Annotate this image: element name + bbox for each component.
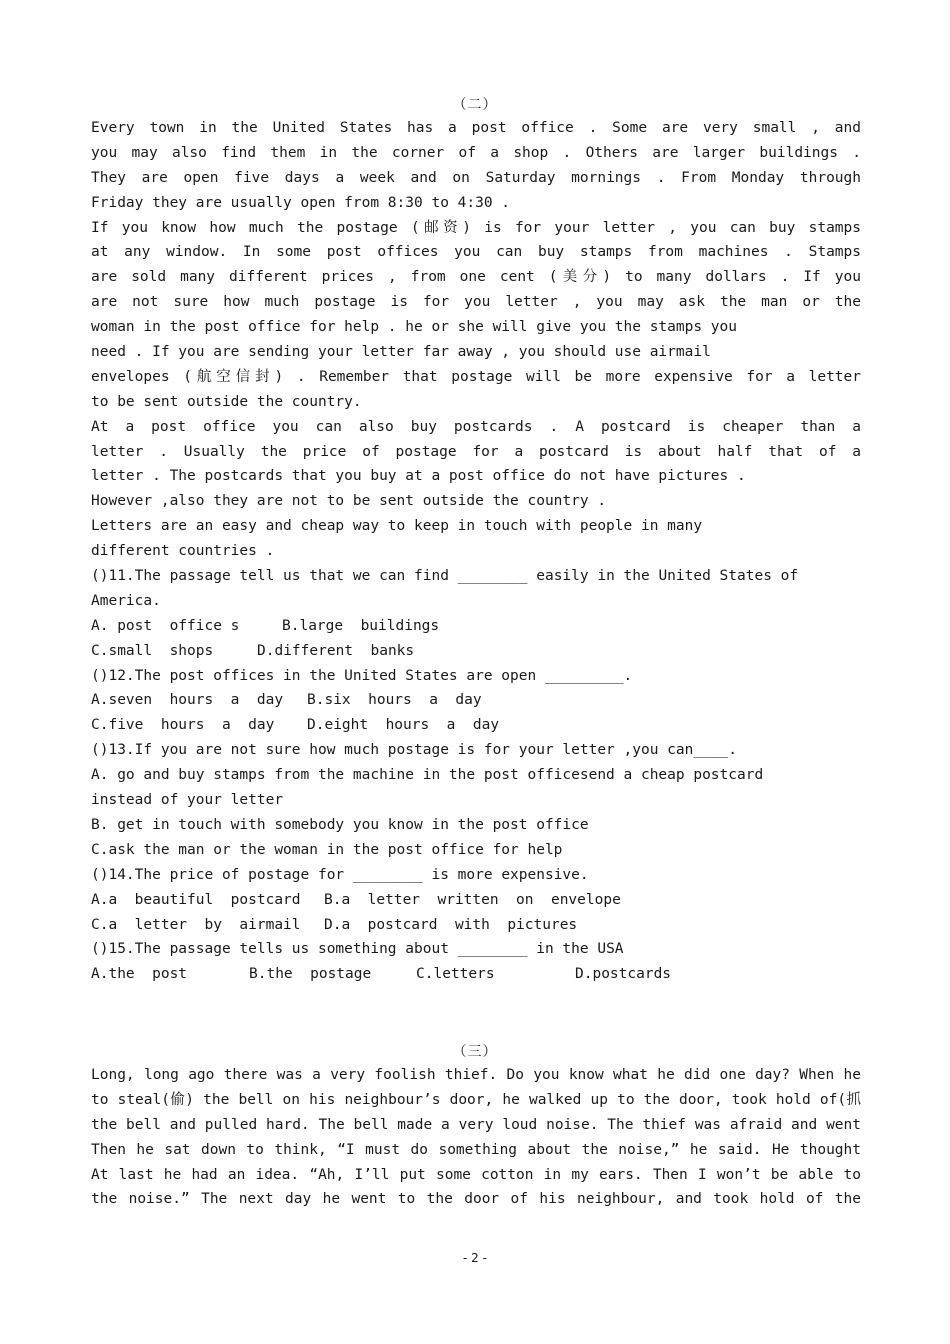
passage-line: the noise.” The next day he went to the door of his neighbour, and took hold of the <box>91 1191 861 1208</box>
passage-line: At a post office you can also buy postcards . A postcard is cheaper than a <box>91 418 861 435</box>
question-11-options-row-2 <box>91 639 861 664</box>
passage-line: letter . The postcards that you buy at a post office do not have pictures . <box>91 468 746 485</box>
question-14-options-row-2 <box>91 913 861 938</box>
question-text: ()15.The passage tells us something about <box>91 941 458 958</box>
option-a[interactable]: A.the post <box>91 966 188 983</box>
option-a[interactable]: A.a beautiful postcard <box>91 891 301 908</box>
question-15-stem <box>91 937 861 962</box>
option-d[interactable]: D.different banks <box>257 642 415 659</box>
passage-line: you may also find them in the corner of a shop . Others are larger buildings . <box>91 144 861 161</box>
option-c[interactable]: C.five hours a day <box>91 717 275 734</box>
option-a[interactable]: A.seven hours a day <box>91 692 284 709</box>
question-13-stem <box>91 738 861 763</box>
passage-line: at any window. In some post offices you can buy stamps from machines . Stamps <box>91 244 861 261</box>
option-a[interactable]: A. post office s <box>91 617 240 634</box>
passage-line: envelopes (航空信封) . Remember that postage will be more expensive for a letter <box>91 368 861 385</box>
option-d[interactable]: D.eight hours a day <box>307 717 500 734</box>
option-b[interactable]: B.the postage <box>249 966 372 983</box>
question-14-stem <box>91 863 861 888</box>
answer-blank[interactable]: ________ <box>457 941 528 958</box>
option-b[interactable]: B.six hours a day <box>307 692 482 709</box>
option-b[interactable]: B.large buildings <box>282 617 440 634</box>
section-2-content <box>91 116 861 987</box>
question-text: ()13.If you are not sure how much postage is for your letter ,you can <box>91 742 694 759</box>
option-c[interactable]: C.small shops <box>91 642 214 659</box>
question-11-stem-continued: America. <box>91 592 161 609</box>
passage-line: are not sure how much postage is for you letter , you may ask the man or the <box>91 294 861 311</box>
question-11-options-row-1 <box>91 614 861 639</box>
passage-line: the bell and pulled hard. The bell made a very loud noise. The thief was afraid and went <box>91 1116 861 1133</box>
option-b[interactable]: B. get in touch with somebody you know in the post office <box>91 816 589 833</box>
passage-line: Then he sat down to think, “I must do something about the noise,” he said. He thought <box>91 1141 861 1158</box>
passage-line: Letters are an easy and cheap way to keep in touch with people in many <box>91 518 703 535</box>
question-12-options-row-1 <box>91 688 861 713</box>
passage-line: to be sent outside the country. <box>91 393 362 410</box>
question-text: in the USA <box>527 941 624 958</box>
passage-line: They are open five days a week and on Saturday mornings . From Monday through <box>91 169 861 186</box>
passage-line: different countries . <box>91 543 275 560</box>
question-text: is more expensive. <box>422 866 589 883</box>
option-c[interactable]: C.ask the man or the woman in the post office for help <box>91 841 563 858</box>
question-text: easily in the United States of <box>527 568 799 585</box>
question-text: . <box>623 667 633 684</box>
option-a[interactable]: A. go and buy stamps from the machine in the post officesend a cheap postcard <box>91 767 764 784</box>
question-15-options <box>91 962 861 987</box>
question-14-options-row-1 <box>91 888 861 913</box>
section-3-content <box>91 1063 861 1212</box>
passage-line: letter . Usually the price of postage for a postcard is about half that of a <box>91 443 861 460</box>
question-text: . <box>728 742 738 759</box>
option-a-continued[interactable]: instead of your letter <box>91 792 284 809</box>
passage-line: Friday they are usually open from 8:30 to 4:30 . <box>91 194 511 211</box>
question-text: ()14.The price of postage for <box>91 866 353 883</box>
option-b[interactable]: B.a letter written on envelope <box>324 891 621 908</box>
option-d[interactable]: D.a postcard with pictures <box>324 916 578 933</box>
question-text: ()11.The passage tell us that we can find <box>91 568 458 585</box>
passage-line: At last he had an idea. “Ah, I’ll put some cotton in my ears. Then I won’t be able to <box>91 1166 861 1183</box>
passage-line: Every town in the United States has a post office . Some are very small , and <box>91 120 861 136</box>
page-number: - 2 - <box>463 1251 487 1265</box>
passage-line: Long, long ago there was a very foolish thief. Do you know what he did one day? When he <box>91 1067 861 1083</box>
option-c[interactable]: C.letters <box>416 966 495 983</box>
option-d[interactable]: D.postcards <box>575 966 672 983</box>
question-text: ()12.The post offices in the United States are open <box>91 667 545 684</box>
question-12-options-row-2 <box>91 713 861 738</box>
answer-blank[interactable]: ________ <box>352 866 423 883</box>
question-12-stem <box>91 664 861 689</box>
option-c[interactable]: C.a letter by airmail <box>91 916 301 933</box>
section-3-heading: （三） <box>452 1044 498 1060</box>
question-11-stem <box>91 564 861 589</box>
passage-line: woman in the post office for help . he or she will give you the stamps you <box>91 319 738 336</box>
passage-line: are sold many different prices , from one cent (美分) to many dollars . If you <box>91 269 861 286</box>
answer-blank[interactable]: ________ <box>457 568 528 585</box>
passage-line: to steal(偷) the bell on his neighbour’s door, he walked up to the door, took hold of(抓 <box>91 1091 861 1108</box>
answer-blank[interactable]: _________ <box>544 667 624 684</box>
passage-line: However ,also they are not to be sent outside the country . <box>91 493 607 510</box>
answer-blank[interactable]: ____ <box>693 742 729 759</box>
passage-line: need . If you are sending your letter far away , you should use airmail <box>91 344 711 361</box>
passage-line: If you know how much the postage (邮资) is for your letter , you can buy stamps <box>91 219 861 236</box>
section-2-heading: （二） <box>452 97 498 113</box>
